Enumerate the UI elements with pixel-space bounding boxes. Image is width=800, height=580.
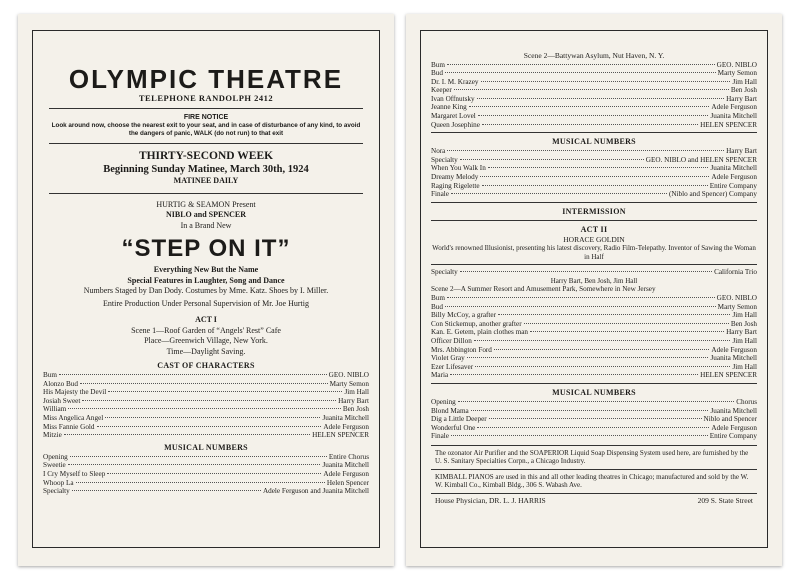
divider xyxy=(431,220,757,221)
musical-row-role: I Cry Myself to Sleep xyxy=(43,469,106,478)
leader-dots xyxy=(445,72,716,73)
cast-row-role: Violet Gray xyxy=(431,354,465,363)
cast-row xyxy=(431,294,757,303)
leader-dots xyxy=(480,176,709,177)
cast-row-role: His Majesty the Devil xyxy=(43,388,107,397)
show-title: “STEP ON IT” xyxy=(121,235,291,262)
act-1-heading: ACT I xyxy=(195,315,217,324)
musical-row xyxy=(431,415,757,424)
cast-row xyxy=(431,121,757,130)
leader-dots xyxy=(494,349,710,350)
musical-row-role: Specialty xyxy=(43,487,70,496)
horace-goldin: HORACE GOLDIN xyxy=(563,234,625,244)
leader-dots xyxy=(80,383,328,384)
cast-row xyxy=(431,328,757,337)
theatre-name: OLYMPIC THEATRE xyxy=(68,64,344,94)
musical-row-role: Specialty xyxy=(431,155,458,164)
musical-row-performer: Adele Ferguson xyxy=(711,173,757,182)
cast-row-performer: Juanita Mitchell xyxy=(710,354,757,363)
leader-dots xyxy=(450,374,698,375)
leader-dots xyxy=(451,193,667,194)
staging-credits: Numbers Staged by Dan Dody. Costumes by Mme. Katz. Shoes by I. Miller. xyxy=(83,286,329,295)
leader-dots xyxy=(454,89,729,90)
divider xyxy=(431,493,757,494)
cast-row-role: Bud xyxy=(431,302,443,311)
leader-dots xyxy=(498,314,730,315)
musical-numbers-list xyxy=(43,453,369,496)
scene-2-cast-list xyxy=(431,61,757,130)
cast-row-performer: Harry Bart xyxy=(726,328,757,337)
musical-row-role: Sweetie xyxy=(43,461,66,470)
cast-row-performer: Harry Bart xyxy=(338,396,369,405)
in-a-brand-new: In a Brand New xyxy=(180,220,232,230)
leader-dots xyxy=(460,159,644,160)
program-left-page xyxy=(18,14,394,566)
leader-dots xyxy=(482,124,698,125)
scene-2b-cast-list xyxy=(431,294,757,380)
musical-numbers-list xyxy=(431,147,757,199)
musical-row-performer: Harry Bart xyxy=(726,147,757,156)
cast-row xyxy=(43,405,369,414)
cast-row-role: Keeper xyxy=(431,86,452,95)
leader-dots xyxy=(64,434,310,435)
cast-row-role: Bud xyxy=(431,69,443,78)
cast-row-role: Bum xyxy=(431,60,445,69)
leader-dots xyxy=(467,357,709,358)
leader-dots xyxy=(477,427,709,428)
divider xyxy=(431,445,757,446)
house-physician: House Physician, DR. L. J. HARRIS xyxy=(435,495,546,505)
musical-row-performer: Adele Ferguson and Juanita Mitchell xyxy=(262,487,369,496)
leader-dots xyxy=(478,115,709,116)
cast-row xyxy=(431,61,757,70)
leader-dots xyxy=(82,400,336,401)
cast-row-role: William xyxy=(43,405,67,414)
musical-row xyxy=(431,173,757,182)
musical-numbers-heading: MUSICAL NUMBERS xyxy=(552,137,636,147)
matinee-daily: MATINEE DAILY xyxy=(173,176,239,185)
cast-row-role: Mrs. Abbington Ford xyxy=(431,345,492,354)
cast-row xyxy=(431,86,757,95)
cast-row-role: Bum xyxy=(43,371,57,379)
cast-row-performer: HELEN SPENCER xyxy=(312,431,369,440)
leader-dots xyxy=(68,464,321,465)
leader-dots xyxy=(460,271,712,272)
cast-row-performer: Jim Hall xyxy=(732,311,757,320)
cast-row xyxy=(43,388,369,397)
cast-row-performer: Juanita Mitchell xyxy=(710,112,757,121)
tagline-1: Everything New But the Name xyxy=(153,265,259,274)
musical-row xyxy=(431,398,757,407)
cast-row xyxy=(431,354,757,363)
leader-dots xyxy=(70,456,327,457)
leader-dots xyxy=(445,306,716,307)
divider xyxy=(431,469,757,470)
musical-row-role: Finale xyxy=(431,432,449,441)
cast-row xyxy=(431,78,757,87)
musical-row-performer: Juanita Mitchell xyxy=(322,461,369,470)
cast-row-role: Alonzo Bud xyxy=(43,379,78,388)
leader-dots xyxy=(475,366,730,367)
cast-row xyxy=(43,371,369,380)
cast-row-performer: Marty Semon xyxy=(717,302,757,311)
cast-row xyxy=(431,112,757,121)
leader-dots xyxy=(97,426,322,427)
leader-dots xyxy=(477,98,724,99)
cast-row xyxy=(431,337,757,346)
musical-row-performer: Adele Ferguson xyxy=(323,469,369,478)
musical-row-role: Blond Mama xyxy=(431,406,469,415)
cast-row-role: Con Stickemup, another grafter xyxy=(431,319,522,328)
leader-dots xyxy=(481,81,731,82)
cast-row-role: Bum xyxy=(431,294,445,302)
musical-row-performer: Juanita Mitchell xyxy=(710,164,757,173)
star-names: NIBLO and SPENCER xyxy=(165,210,247,219)
opening-date: Beginning Sunday Matinee, March 30th, 1924 xyxy=(103,164,309,175)
musical-row xyxy=(431,407,757,416)
divider xyxy=(49,193,363,194)
musical-row xyxy=(431,182,757,191)
musical-row xyxy=(43,461,369,470)
specialty-row xyxy=(431,268,757,277)
musical-row-performer: Juanita Mitchell xyxy=(710,406,757,415)
cast-row-performer: Adele Ferguson xyxy=(711,103,757,112)
footer xyxy=(431,497,757,506)
cast-row-performer: Harry Bart xyxy=(726,94,757,103)
leader-dots xyxy=(474,340,731,341)
musical-row-performer: Chorus xyxy=(736,397,757,406)
ozonator-notice: The ozonator Air Purifier and the SOAPERIOR Liquid Soap Dispensing System used here, are furnished by the U. S. Sanitary Specialties Corpn., a Chicago Industry. xyxy=(435,448,749,466)
leader-dots xyxy=(76,482,325,483)
musical-row-role: Wonderful One xyxy=(431,423,476,432)
right-page-border xyxy=(420,30,768,548)
tagline-2: Special Features in Laughter, Song and Dance xyxy=(127,275,285,285)
cast-heading: CAST OF CHARACTERS xyxy=(157,361,255,370)
cast-row-performer: Marty Semon xyxy=(717,69,757,78)
musical-row-performer: Entire Company xyxy=(709,181,757,190)
theatre-address: 209 S. State Street xyxy=(697,495,753,505)
musical-row-role: Whoop La xyxy=(43,478,74,487)
telephone: TELEPHONE RANDOLPH 2412 xyxy=(138,93,274,103)
left-page-border xyxy=(32,30,380,548)
leader-dots xyxy=(530,331,724,332)
week-number: THIRTY-SECOND WEEK xyxy=(138,150,274,162)
leader-dots xyxy=(59,374,327,375)
presenters: HURTIG & SEAMON Present xyxy=(156,199,256,209)
divider xyxy=(431,202,757,203)
cast-row-performer: Ben Josh xyxy=(342,405,369,414)
cast-row xyxy=(43,414,369,423)
leader-dots xyxy=(105,417,320,418)
cast-row-performer: Ben Josh xyxy=(730,86,757,95)
cast-row xyxy=(431,69,757,78)
scene-2b-heading xyxy=(431,285,757,294)
time-line: Time—Daylight Saving. xyxy=(166,346,246,356)
musical-row xyxy=(43,487,369,496)
cast-row-performer: Adele Ferguson xyxy=(323,422,369,431)
leader-dots xyxy=(72,490,261,491)
divider xyxy=(49,108,363,109)
musical-row xyxy=(431,147,757,156)
cast-row-performer: Jim Hall xyxy=(732,362,757,371)
leader-dots xyxy=(108,391,342,392)
leader-dots xyxy=(489,418,702,419)
musical-row-role: When You Walk In xyxy=(431,164,486,173)
musical-numbers-list-2 xyxy=(431,398,757,441)
trio-members: Harry Bart, Ben Josh, Jim Hall xyxy=(550,276,638,285)
cast-row-role: Ezer Lifesaver xyxy=(431,362,474,371)
cast-row-role: Billy McCoy, a grafter xyxy=(431,311,497,320)
musical-row xyxy=(43,479,369,488)
musical-row-performer: Entire Chorus xyxy=(328,452,369,461)
musical-row xyxy=(43,453,369,462)
musical-row-role: Dreamy Melody xyxy=(431,173,479,182)
divider xyxy=(49,143,363,144)
cast-row xyxy=(431,311,757,320)
musical-row xyxy=(431,432,757,441)
right-page-content xyxy=(431,51,757,537)
musical-row-performer: Helen Spencer xyxy=(326,478,369,487)
musical-row-role: Raging Rigelette xyxy=(431,181,480,190)
leader-dots xyxy=(524,323,729,324)
leader-dots xyxy=(447,64,715,65)
musical-numbers-heading: MUSICAL NUMBERS xyxy=(164,442,248,452)
intermission: INTERMISSION xyxy=(562,206,626,216)
cast-row-role: Miss Fannie Gold xyxy=(43,422,95,431)
cast-row-performer: HELEN SPENCER xyxy=(700,120,757,129)
musical-row-role: Nora xyxy=(431,147,446,156)
cast-row xyxy=(43,397,369,406)
cast-row-performer: HELEN SPENCER xyxy=(700,371,757,380)
leader-dots xyxy=(447,150,724,151)
supervision-credit: Entire Production Under Personal Supervision of Mr. Joe Hurtig xyxy=(103,298,309,308)
cast-row-performer: Ben Josh xyxy=(730,319,757,328)
leader-dots xyxy=(447,297,715,298)
scene-1-heading: Scene 1—Roof Garden of “Angels' Rest” Cafe xyxy=(131,325,281,335)
leader-dots xyxy=(488,167,709,168)
program-right-page xyxy=(406,14,782,566)
musical-row-performer: GEO. NIBLO and HELEN SPENCER xyxy=(645,155,757,164)
cast-row xyxy=(43,380,369,389)
cast-row xyxy=(431,303,757,312)
cast-row-role: Miss Angelica Angel xyxy=(43,413,104,422)
cast-row xyxy=(431,346,757,355)
musical-row-role: Dig a Little Deeper xyxy=(431,415,487,424)
divider xyxy=(431,132,757,133)
musical-row-performer: Adele Ferguson xyxy=(711,423,757,432)
musical-row xyxy=(431,424,757,433)
cast-row-role: Maria xyxy=(431,371,449,380)
cast-row-role: Ivan Offnutsky xyxy=(431,94,475,103)
cast-row-performer: Juanita Mitchell xyxy=(322,413,369,422)
cast-row-performer: GEO. NIBLO xyxy=(716,294,757,302)
cast-row xyxy=(431,371,757,380)
divider xyxy=(431,264,757,265)
cast-row-performer: Jim Hall xyxy=(344,388,369,397)
cast-row-role: Officer Dillon xyxy=(431,336,472,345)
left-page-content xyxy=(43,45,369,537)
musical-row-performer: Niblo and Spencer xyxy=(703,415,757,424)
cast-row xyxy=(431,320,757,329)
musical-row-role: Opening xyxy=(43,452,68,461)
scene-2b-heading-text: Scene 2—A Summer Resort and Amusement Park, Somewhere in New Jersey xyxy=(431,285,656,294)
musical-row-role: Finale xyxy=(431,190,449,199)
musical-row-performer: Entire Company xyxy=(709,432,757,441)
kimball-notice: KIMBALL PIANOS are used in this and all other leading theatres in Chicago; manufactured and sold by the W. W. Kimball Co., Kimball Bldg., 306 S. Wabash Ave. xyxy=(435,472,749,490)
cast-row-performer: GEO. NIBLO xyxy=(328,371,369,379)
musical-row xyxy=(431,156,757,165)
cast-row-role: Queen Josephine xyxy=(431,120,480,129)
horace-description: World's renowned Illusionist, presenting his latest discovery, Radio Film-Telepathy. Inventor of Sawing the Woman in Half xyxy=(432,244,756,261)
leader-dots xyxy=(68,408,341,409)
musical-numbers-heading-2: MUSICAL NUMBERS xyxy=(552,387,636,397)
fire-notice-text: Look around now, choose the nearest exit to your seat, and in case of disturbance of any kind, to avoid the dangers of panic, WALK (do not run) to that exit xyxy=(51,122,361,137)
divider xyxy=(431,383,757,384)
fire-notice-heading: FIRE NOTICE xyxy=(183,114,229,121)
specialty-label: Specialty xyxy=(431,268,458,277)
cast-row xyxy=(431,363,757,372)
cast-row-performer: Marty Semon xyxy=(329,379,369,388)
specialty-performer: California Trio xyxy=(714,268,757,277)
cast-row xyxy=(43,431,369,440)
musical-row xyxy=(431,190,757,199)
leader-dots xyxy=(107,473,321,474)
cast-row xyxy=(431,95,757,104)
specialty-line xyxy=(431,268,757,277)
cast-row-role: Margaret Lovel xyxy=(431,112,476,121)
musical-row-performer: (Niblo and Spencer) Company xyxy=(668,190,757,199)
scene-2-heading: Scene 2—Battywan Asylum, Nut Haven, N. Y. xyxy=(523,51,665,60)
cast-row-performer: Adele Ferguson xyxy=(711,345,757,354)
place-line: Place—Greenwich Village, New York. xyxy=(144,336,268,345)
cast-row-role: Kan. E. Getem, plain clothes man xyxy=(431,328,529,337)
cast-row xyxy=(431,103,757,112)
musical-row-role: Opening xyxy=(431,397,456,406)
leader-dots xyxy=(469,106,710,107)
leader-dots xyxy=(458,401,734,402)
cast-row-role: Dr. I. M. Krazey xyxy=(431,77,479,86)
cast-row-performer: Jim Hall xyxy=(732,336,757,345)
act-2-heading: ACT II xyxy=(580,224,608,234)
cast-list xyxy=(43,371,369,440)
cast-row-role: Jeanne King xyxy=(431,103,467,112)
cast-row-role: Josiah Sweet xyxy=(43,396,81,405)
leader-dots xyxy=(482,185,708,186)
cast-row-performer: Jim Hall xyxy=(732,77,757,86)
cast-row xyxy=(43,423,369,432)
leader-dots xyxy=(471,410,709,411)
leader-dots xyxy=(451,435,708,436)
cast-row-role: Mitzie xyxy=(43,431,62,440)
musical-row xyxy=(431,164,757,173)
cast-row-performer: GEO. NIBLO xyxy=(716,60,757,69)
musical-row xyxy=(43,470,369,479)
